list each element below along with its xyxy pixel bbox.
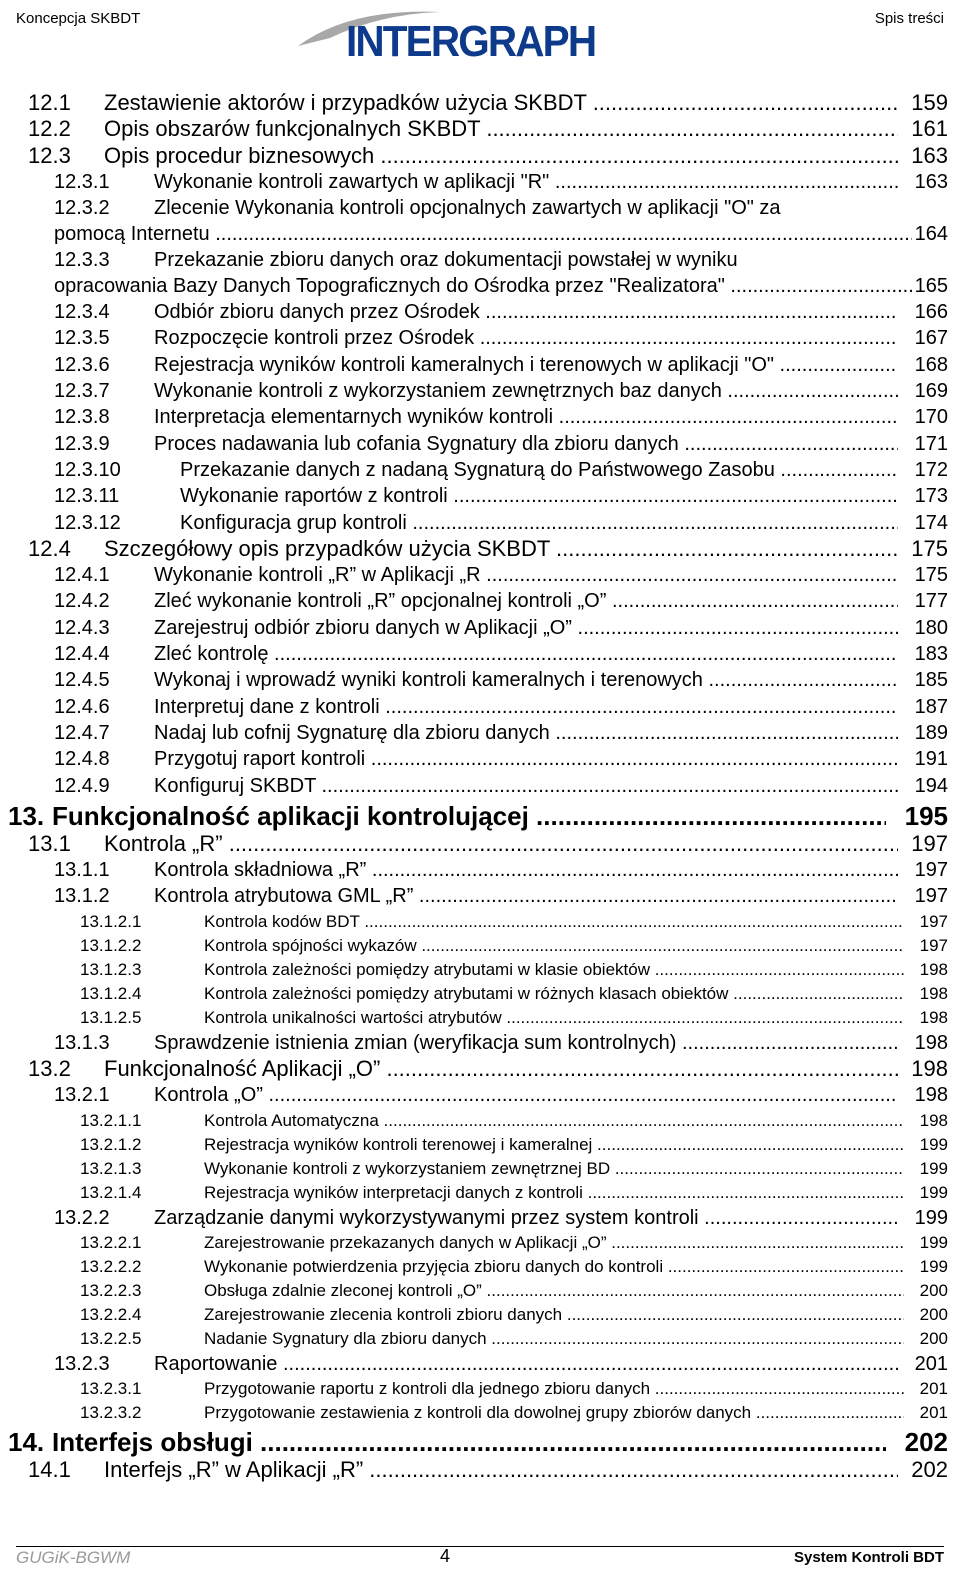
toc-entry-page: 201 — [918, 1377, 948, 1401]
toc-entry-page: 198 — [911, 1056, 948, 1082]
toc-entry-title — [204, 958, 904, 982]
toc-entry-title-text: Wykonanie potwierdzenia przyjęcia zbioru danych do kontroli — [204, 1256, 664, 1276]
toc-entry[interactable] — [0, 1279, 960, 1303]
toc-entry-page: 199 — [918, 1157, 948, 1181]
toc-entry-page: 187 — [914, 695, 948, 718]
toc-entry[interactable] — [0, 1351, 960, 1377]
toc-entry[interactable] — [0, 404, 960, 430]
toc-entry-title — [204, 1006, 904, 1030]
toc-entry-number: 13.2.1 — [54, 1084, 110, 1107]
toc-entry[interactable] — [0, 1109, 960, 1133]
toc-entry[interactable] — [0, 352, 960, 378]
toc-entry-title — [154, 431, 898, 457]
toc-entry-page: 200 — [918, 1279, 948, 1303]
toc-entry[interactable] — [0, 588, 960, 614]
toc-entry[interactable] — [0, 799, 960, 831]
toc-entry-title-text: Wykonaj i wprowadź wyniki kontroli kameralnych i terenowych — [154, 669, 703, 692]
toc-entry-page: 197 — [911, 830, 948, 856]
toc-entry-title-text: Interpretuj dane z kontroli — [154, 695, 380, 718]
toc-entry-title — [104, 536, 898, 562]
toc-entry-number: 13.2.1.2 — [80, 1134, 142, 1154]
toc-entry-title-text: Przekazanie danych z nadaną Sygnaturą do Państwowego Zasobu — [180, 458, 775, 481]
toc-entry-title-text: Wykonanie kontroli z wykorzystaniem zewnętrznej BD — [204, 1158, 611, 1178]
toc-entry[interactable] — [0, 299, 960, 325]
toc-entry[interactable] — [0, 1327, 960, 1351]
toc-entry-number: 13.2.2 — [54, 1206, 110, 1229]
toc-entry[interactable] — [0, 1425, 960, 1457]
toc-entry-title — [154, 883, 898, 909]
toc-entry-number: 13.2.1.3 — [80, 1158, 142, 1178]
toc-entry[interactable] — [0, 1303, 960, 1327]
toc-entry-page: 201 — [918, 1401, 948, 1425]
toc-entry-number: 13.1.1 — [54, 859, 110, 882]
toc-entry-title-text: Zestawienie aktorów i przypadków użycia SKBDT — [104, 90, 587, 115]
toc-entry[interactable] — [0, 934, 960, 958]
toc-entry[interactable] — [0, 910, 960, 934]
toc-entry-title — [154, 694, 898, 720]
toc-entry-page: 183 — [914, 643, 948, 666]
toc-entry-title-text: Zarejestrowanie zlecenia kontroli zbioru danych — [204, 1304, 563, 1324]
toc-entry-title-text: Nadaj lub cofnij Sygnaturę dla zbioru danych — [154, 721, 550, 744]
toc-entry-page: 202 — [911, 1457, 948, 1483]
toc-entry[interactable] — [0, 831, 960, 857]
toc-entry-title — [154, 641, 898, 667]
toc-entry-number: 12.3.10 — [54, 458, 121, 481]
toc-entry[interactable] — [0, 195, 960, 247]
toc-entry-number: 12.4.2 — [54, 590, 110, 613]
toc-entry[interactable] — [0, 883, 960, 909]
toc-entry-number: 12.4.1 — [54, 564, 110, 587]
toc-entry-page: 194 — [914, 774, 948, 797]
toc-entry-page: 195 — [904, 800, 948, 831]
toc-entry-number: 14.1 — [28, 1457, 71, 1483]
toc-entry[interactable] — [0, 720, 960, 746]
toc-entry-title — [154, 746, 898, 772]
toc-entry-title — [204, 1401, 904, 1425]
toc-entry-title — [154, 299, 898, 325]
toc-entry-number: 13.1.2.4 — [80, 983, 142, 1003]
toc-entry[interactable] — [0, 1255, 960, 1279]
toc-entry-number: 13.1.2.1 — [80, 911, 142, 931]
toc-entry-number: 12.4.5 — [54, 669, 110, 692]
toc-entry[interactable] — [0, 615, 960, 641]
toc-entry-title — [204, 1377, 904, 1401]
toc-entry-page: 199 — [918, 1181, 948, 1205]
toc-entry-number: 13.2.2.2 — [80, 1256, 142, 1276]
toc-entry-title-text: Kontrola „R” — [104, 830, 223, 856]
toc-entry[interactable] — [0, 958, 960, 982]
toc-entry-number: 12.4.3 — [54, 616, 110, 639]
toc-entry-number: 12.3.5 — [54, 327, 110, 350]
toc-entry[interactable] — [0, 746, 960, 772]
toc-entry-page: 164 — [914, 223, 948, 246]
toc-entry-number: 14. — [8, 1427, 45, 1458]
toc-entry-page: 159 — [911, 90, 948, 115]
logo-wordmark: INTERGRAPH — [346, 17, 596, 66]
toc-entry[interactable] — [0, 562, 960, 588]
toc-entry-title-text: Kontrola Automatyczna — [204, 1110, 379, 1130]
toc-entry-number: 13.2.2.1 — [80, 1232, 142, 1252]
toc-entry-number: 12.4.4 — [54, 643, 110, 666]
toc-entry[interactable] — [0, 694, 960, 720]
toc-entry[interactable] — [0, 536, 960, 562]
toc-entry-page: 167 — [914, 327, 948, 350]
toc-entry-page: 198 — [918, 1006, 948, 1030]
toc-entry-title — [154, 857, 898, 883]
toc-entry-page: 198 — [918, 958, 948, 982]
toc-entry[interactable] — [0, 457, 960, 483]
toc-entry-title-text: Sprawdzenie istnienia zmian (weryfikacja sum kontrolnych) — [154, 1031, 677, 1054]
toc-entry-page: 201 — [914, 1352, 948, 1375]
toc-entry-title — [204, 1303, 904, 1327]
toc-entry-title — [154, 588, 898, 614]
toc-entry-page: 180 — [914, 616, 948, 639]
toc-entry-title — [204, 1181, 904, 1205]
toc-entry-title — [154, 720, 898, 746]
toc-entry-number: 12.1 — [28, 90, 71, 115]
toc-entry-title-text: Kontrola kodów BDT — [204, 911, 360, 931]
toc-entry[interactable] — [0, 641, 960, 667]
toc-entry-title-text: Nadanie Sygnatury dla zbioru danych — [204, 1328, 487, 1348]
toc-entry-title-text: Interfejs obsługi — [52, 1427, 253, 1458]
toc-entry-title-text: Obsługa zdalnie zleconej kontroli „O” — [204, 1280, 482, 1300]
toc-entry-number: 13.2.1.1 — [80, 1110, 142, 1130]
toc-entry-title — [154, 325, 898, 351]
toc-entry-title-text: Kontrola zależności pomiędzy atrybutami w różnych klasach obiektów — [204, 983, 729, 1003]
toc-entry-page: 198 — [918, 982, 948, 1006]
toc-entry-title-text: Kontrola spójności wykazów — [204, 935, 417, 955]
toc-entry-title-continued — [54, 221, 912, 247]
toc-entry-number: 12.4 — [28, 535, 71, 561]
toc-entry[interactable] — [0, 667, 960, 693]
toc-entry-title — [104, 116, 898, 142]
toc-entry-number: 12.3.11 — [54, 485, 120, 508]
toc-entry-title — [204, 1231, 904, 1255]
toc-entry-number: 13.2.2.5 — [80, 1328, 142, 1348]
toc-entry-title — [104, 1056, 898, 1082]
toc-entry-title — [154, 169, 898, 195]
toc-entry-title — [204, 1109, 904, 1133]
footer-left: GUGiK-BGWM — [16, 1548, 131, 1567]
toc-entry-number: 12.3.4 — [54, 301, 110, 324]
toc-entry-title-text: Zlecenie Wykonania kontroli opcjonalnych zawartych w aplikacji "O" za — [154, 197, 781, 220]
toc-entry-title — [52, 799, 886, 833]
toc-entry-title — [204, 1157, 904, 1181]
toc-entry-title-text: Kontrola atrybutowa GML „R” — [154, 885, 414, 908]
toc-entry[interactable] — [0, 982, 960, 1006]
toc-entry-title — [204, 1255, 904, 1279]
toc-entry-title-continued-text: opracowania Bazy Danych Topograficznych do Ośrodka przez "Realizatora" — [54, 275, 725, 298]
toc-entry-page: 165 — [914, 275, 948, 298]
toc-entry[interactable] — [0, 169, 960, 195]
toc-entry-page: 169 — [914, 380, 948, 403]
toc-entry[interactable] — [0, 378, 960, 404]
page-header-left: Koncepcja SKBDT — [16, 10, 141, 27]
toc-entry-title — [154, 195, 948, 221]
toc-entry-title-text: Zleć kontrolę — [154, 643, 269, 666]
footer-divider — [16, 1546, 944, 1547]
toc-entry-number: 13.1.2.3 — [80, 959, 142, 979]
toc-entry-title-text: Wykonanie raportów z kontroli — [180, 485, 448, 508]
toc-entry-number: 13.2 — [28, 1056, 71, 1082]
toc-entry-page: 198 — [914, 1084, 948, 1107]
toc-entry[interactable] — [0, 1401, 960, 1425]
toc-entry-number: 13.2.2.4 — [80, 1304, 142, 1324]
toc-entry-number: 13.1.3 — [54, 1031, 110, 1054]
page-header-right: Spis treści — [874, 10, 944, 27]
toc-entry-title-text: Opis procedur biznesowych — [104, 142, 375, 168]
toc-entry[interactable] — [0, 1082, 960, 1108]
toc-entry-title-text: Przekazanie zbioru danych oraz dokumentacji powstałej w wyniku — [154, 249, 738, 272]
toc-entry-page: 168 — [914, 353, 948, 376]
toc-entry-page: 197 — [914, 859, 948, 882]
toc-entry[interactable] — [0, 1205, 960, 1231]
toc-entry-title-text: Przygotowanie raportu z kontroli dla jednego zbioru danych — [204, 1379, 651, 1399]
toc-entry-page: 202 — [904, 1427, 948, 1458]
toc-entry-title — [154, 247, 948, 273]
toc-entry-title — [204, 1279, 904, 1303]
toc-entry-number: 12.4.8 — [54, 748, 110, 771]
toc-entry-number: 12.3.9 — [54, 432, 110, 455]
toc-entry-number: 12.3.7 — [54, 380, 110, 403]
toc-entry-title-text: Szczegółowy opis przypadków użycia SKBDT — [104, 535, 550, 561]
toc-entry-page: 173 — [914, 485, 948, 508]
toc-entry-title — [154, 404, 898, 430]
toc-entry-page: 170 — [914, 406, 948, 429]
company-logo — [290, 6, 596, 66]
toc-entry-title-text: Rejestracja wyników kontroli terenowej i kameralnej — [204, 1134, 593, 1154]
toc-entry-title-text: Funkcjonalność Aplikacji „O” — [104, 1056, 381, 1082]
toc-entry-number: 12.3.12 — [54, 511, 121, 534]
toc-entry[interactable] — [0, 1006, 960, 1030]
toc-entry-title-text: Wykonanie kontroli zawartych w aplikacji "R" — [154, 170, 550, 193]
toc-entry-title — [180, 510, 898, 536]
toc-entry-title-text: Przygotowanie zestawienia z kontroli dla dowolnej grupy zbiorów danych — [204, 1403, 752, 1423]
toc-entry-title-text: Odbiór zbioru danych przez Ośrodek — [154, 301, 480, 324]
toc-entry-title-continued-text: pomocą Internetu — [54, 223, 210, 246]
toc-entry-title-text: Zarejestrowanie przekazanych danych w Aplikacji „O” — [204, 1232, 607, 1252]
toc-entry-title-text: Opis obszarów funkcjonalnych SKBDT — [104, 116, 481, 142]
toc-entry[interactable] — [0, 116, 960, 142]
toc-entry-title — [154, 562, 898, 588]
toc-entry-title-continued — [54, 273, 912, 299]
toc-entry-title — [154, 1030, 898, 1056]
toc-entry[interactable] — [0, 857, 960, 883]
toc-entry-page: 177 — [914, 590, 948, 613]
toc-entry-page: 200 — [918, 1327, 948, 1351]
toc-entry[interactable] — [0, 1157, 960, 1181]
toc-entry-title — [154, 378, 898, 404]
toc-entry-title-text: Kontrola unikalności wartości atrybutów — [204, 1007, 502, 1027]
toc-entry-title — [204, 1327, 904, 1351]
toc-entry-title — [104, 143, 898, 169]
toc-entry[interactable] — [0, 1056, 960, 1082]
toc-entry-number: 12.2 — [28, 116, 71, 142]
toc-entry-page: 199 — [914, 1206, 948, 1229]
toc-entry[interactable] — [0, 773, 960, 799]
toc-entry-title — [104, 1457, 898, 1483]
toc-entry[interactable] — [0, 1231, 960, 1255]
toc-entry-title — [104, 831, 898, 857]
toc-entry-title-text: Interfejs „R” w Aplikacji „R” — [104, 1457, 364, 1483]
toc-entry-page: 197 — [914, 885, 948, 908]
toc-entry-number: 13. — [8, 800, 45, 831]
toc-entry-title — [154, 1205, 898, 1231]
toc-entry-page: 191 — [914, 748, 948, 771]
toc-entry-title-text: Zarejestruj odbiór zbioru danych w Aplikacji „O” — [154, 616, 572, 639]
toc-entry-number: 13.2.3 — [54, 1352, 110, 1375]
toc-entry-page: 197 — [918, 934, 948, 958]
toc-entry-title-text: Interpretacja elementarnych wyników kontroli — [154, 406, 554, 429]
toc-entry-title — [180, 483, 898, 509]
toc-entry-title-text: Kontrola składniowa „R” — [154, 859, 367, 882]
toc-entry-number: 13.1.2.2 — [80, 935, 142, 955]
footer-right: System Kontroli BDT — [793, 1549, 944, 1566]
toc-entry-page: 175 — [911, 535, 948, 561]
toc-entry-number: 12.4.6 — [54, 695, 110, 718]
toc-entry-title — [204, 1133, 904, 1157]
toc-entry-number: 13.2.2.3 — [80, 1280, 142, 1300]
toc-entry-number: 13.2.3.1 — [80, 1379, 142, 1399]
toc-entry-number: 12.3.2 — [54, 197, 110, 220]
toc-entry-number: 12.4.7 — [54, 721, 110, 744]
toc-entry-page: 174 — [914, 511, 948, 534]
toc-entry-page: 172 — [914, 458, 948, 481]
toc-entry-page: 163 — [911, 142, 948, 168]
toc-entry-title — [104, 90, 898, 116]
toc-entry-title — [154, 667, 898, 693]
toc-entry-number: 12.3.1 — [54, 170, 110, 193]
toc-entry[interactable] — [0, 143, 960, 169]
toc-entry-page: 166 — [914, 301, 948, 324]
toc-entry-title — [154, 615, 898, 641]
toc-entry-page: 200 — [918, 1303, 948, 1327]
toc-entry[interactable] — [0, 247, 960, 299]
toc-entry-title-text: Kontrola „O” — [154, 1084, 263, 1107]
toc-entry-title — [154, 773, 898, 799]
toc-entry[interactable] — [0, 325, 960, 351]
toc-entry-title — [204, 934, 904, 958]
toc-entry-page: 161 — [911, 116, 948, 142]
toc-entry-title — [154, 352, 898, 378]
toc-entry-number: 13.2.3.2 — [80, 1403, 142, 1423]
toc-entry-number: 12.3.6 — [54, 353, 110, 376]
toc-entry-title-text: Wykonanie kontroli „R” w Aplikacji „R — [154, 564, 481, 587]
toc-entry-page: 185 — [914, 669, 948, 692]
toc-entry-title-text: Konfiguracja grup kontroli — [180, 511, 407, 534]
toc-entry-number: 13.1.2 — [54, 885, 110, 908]
toc-entry-number: 13.1 — [28, 830, 71, 856]
page-number: 4 — [440, 1546, 451, 1566]
toc-entry-number: 12.3 — [28, 142, 71, 168]
toc-entry-page: 198 — [914, 1031, 948, 1054]
toc-entry-number: 13.2.1.4 — [80, 1182, 142, 1202]
toc-entry-title-text: Proces nadawania lub cofania Sygnatury dla zbioru danych — [154, 432, 679, 455]
toc-entry-page: 171 — [914, 432, 948, 455]
toc-entry-title-text: Kontrola zależności pomiędzy atrybutami w klasie obiektów — [204, 959, 650, 979]
toc-entry[interactable] — [0, 1133, 960, 1157]
toc-entry-number: 12.3.3 — [54, 249, 110, 272]
toc-entry-title-text: Zarządzanie danymi wykorzystywanymi przez system kontroli — [154, 1206, 699, 1229]
toc-entry[interactable] — [0, 1377, 960, 1401]
toc-entry-title — [154, 1351, 898, 1377]
toc-entry-page: 175 — [914, 564, 948, 587]
toc-entry[interactable] — [0, 510, 960, 536]
toc-entry-number: 13.1.2.5 — [80, 1007, 142, 1027]
toc-entry-title — [52, 1425, 886, 1459]
toc-entry-title-text: Rozpoczęcie kontroli przez Ośrodek — [154, 327, 475, 350]
toc-entry-title-text: Wykonanie kontroli z wykorzystaniem zewnętrznych baz danych — [154, 380, 722, 403]
toc-entry-page: 199 — [918, 1133, 948, 1157]
toc-entry-page: 199 — [918, 1255, 948, 1279]
toc-entry-number: 12.4.9 — [54, 774, 110, 797]
toc-entry-title-text: Raportowanie — [154, 1352, 278, 1375]
toc-entry-title — [204, 982, 904, 1006]
toc-entry-title — [204, 910, 904, 934]
toc-entry-title — [154, 1082, 898, 1108]
toc-entry[interactable] — [0, 1030, 960, 1056]
toc-entry[interactable] — [0, 1181, 960, 1205]
toc-entry-page: 198 — [918, 1109, 948, 1133]
toc-entry-page: 199 — [918, 1231, 948, 1255]
toc-entry-title-text: Rejestracja wyników interpretacji danych z kontroli — [204, 1182, 583, 1202]
toc-entry-number: 12.3.8 — [54, 406, 110, 429]
toc-entry[interactable] — [0, 90, 960, 116]
toc-entry-title-text: Zleć wykonanie kontroli „R” opcjonalnej kontroli „O” — [154, 590, 607, 613]
toc-entry-page: 189 — [914, 721, 948, 744]
toc-entry-title — [180, 457, 898, 483]
toc-entry[interactable] — [0, 431, 960, 457]
toc-entry-page: 163 — [914, 170, 948, 193]
toc-entry-title-text: Przygotuj raport kontroli — [154, 748, 366, 771]
toc-entry-title-text: Funkcjonalność aplikacji kontrolującej — [52, 800, 529, 831]
toc-entry[interactable] — [0, 483, 960, 509]
toc-entry-page: 197 — [918, 910, 948, 934]
toc-entry-title-text: Rejestracja wyników kontroli kameralnych i terenowych w aplikacji "O" — [154, 353, 774, 376]
table-of-contents — [0, 90, 960, 1484]
toc-entry-title-text: Konfiguruj SKBDT — [154, 774, 316, 797]
toc-entry[interactable] — [0, 1457, 960, 1483]
